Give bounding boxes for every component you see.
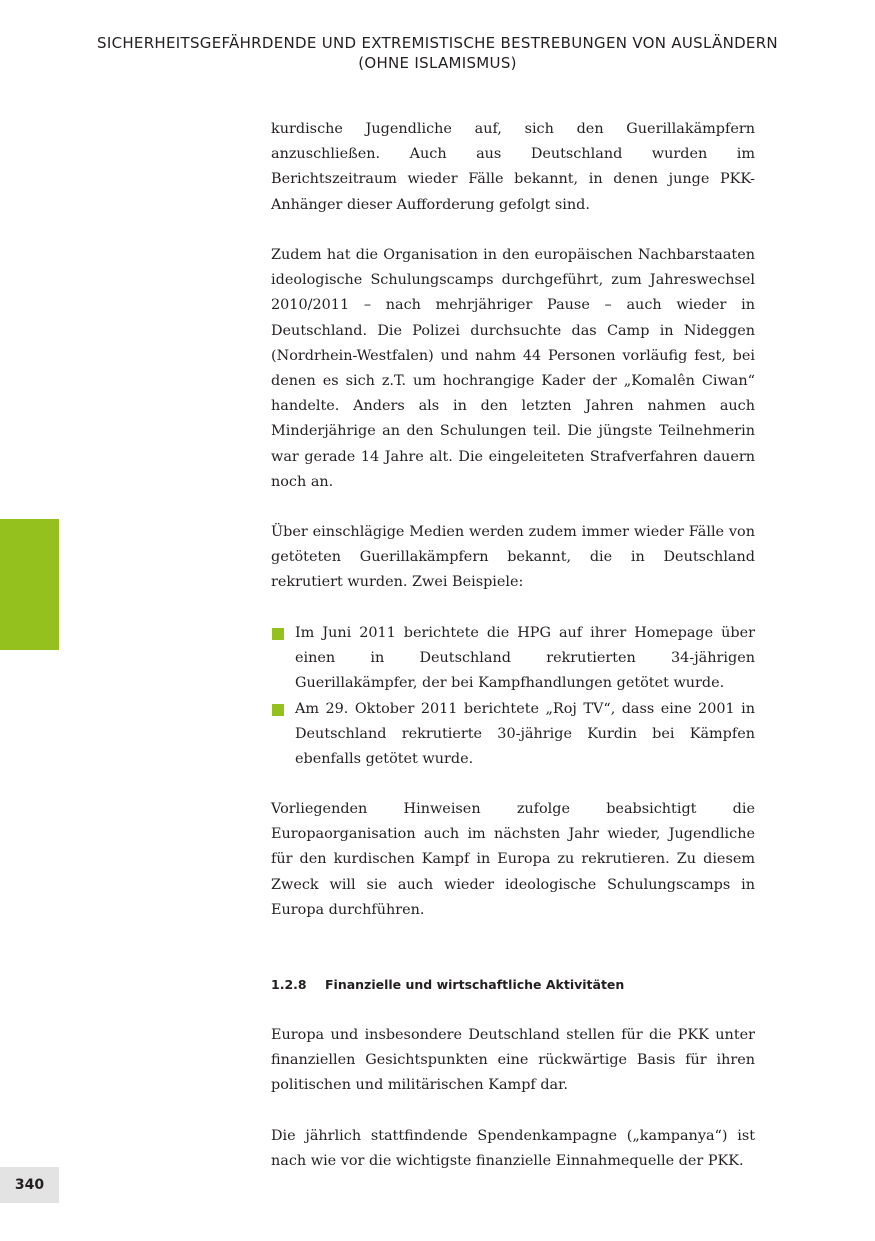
page-number: 340 <box>0 1167 59 1203</box>
section-heading <box>271 975 755 995</box>
list-item-text: Am 29. Oktober 2011 berichtete „Roj TV“, dass eine 2001 in Deutschland rekrutierte 30-jährige Kurdin bei Kämpfen ebenfalls getötet wurde. <box>295 700 755 768</box>
list-item <box>271 697 755 773</box>
paragraph: Über einschlägige Medien werden zudem immer wieder Fälle von getöteten Guerillakämpfern bekannt, die in Deutschland rekrutiert wurden. Zwei Beispiele: <box>271 524 755 591</box>
bullet-square-icon <box>272 628 284 640</box>
paragraph-2-container <box>271 243 755 495</box>
paragraph: Vorliegenden Hinweisen zufolge beabsichtigt die Europaorganisation auch im nächsten Jahr wieder, Jugendliche für den kurdischen Kampf in Europa zu rekrutieren. Zu diesem Zweck will sie auch wieder ideologische Schulungscamps in Europa durchführen. <box>271 801 755 918</box>
bullet-square-icon <box>272 704 284 716</box>
running-header-line-1: SICHERHEITSGEFÄHRDENDE UND EXTREMISTISCHE BESTREBUNGEN VON AUSLÄNDERN <box>97 34 778 52</box>
paragraph: kurdische Jugendliche auf, sich den Guerillakämpfern anzuschließen. Auch aus Deutschland wurden im Berichtszeitraum wieder Fälle bekannt, in denen junge PKK-Anhänger dieser Aufforderung gefolgt sind. <box>271 121 755 213</box>
running-header-line-2: (OHNE ISLAMISMUS) <box>358 54 517 72</box>
paragraph: Europa und insbesondere Deutschland stellen für die PKK unter finanziellen Gesichtspunkten eine rückwärtige Basis für ihren politischen und militärischen Kampf dar. <box>271 1027 755 1094</box>
section-number: 1.2.8 <box>271 977 307 992</box>
list-item-text: Im Juni 2011 berichtete die HPG auf ihrer Homepage über einen in Deutschland rekrutierten 34-jährigen Guerillakämpfer, der bei Kampfhandlungen getötet wurde. <box>295 625 755 692</box>
running-header <box>60 33 815 73</box>
paragraph-4-container <box>271 797 755 923</box>
paragraph: Zudem hat die Organisation in den europäischen Nachbarstaaten ideologische Schulungscamps durchgeführt, zum Jahreswechsel 2010/2011 – nach mehrjähriger Pause – auch wieder in Deutschland. Die Polizei durchsuchte das Camp in Nideggen (Nordrhein-Westfalen) und nahm 44 Personen vorläufig fest, bei denen es sich z.T. um hochrangige Kader der „Komalên Ciwan“ handelte. Anders als in den letzten Jahren nahmen auch Minderjährige an den Schulungen teil. Die jüngste Teilnehmerin war gerade 14 Jahre alt. Die eingeleiteten Strafverfahren dauern noch an. <box>271 247 755 490</box>
paragraph-5-container <box>271 1023 755 1099</box>
paragraph-1-container <box>271 117 755 218</box>
chapter-tab-marker <box>0 519 59 650</box>
list-item <box>271 621 755 697</box>
section-title: Finanzielle und wirtschaftliche Aktivitäten <box>325 977 625 992</box>
paragraph-6-container <box>271 1124 755 1174</box>
paragraph: Die jährlich stattfindende Spendenkampagne („kampanya“) ist nach wie vor die wichtigste finanzielle Einnahmequelle der PKK. <box>271 1128 755 1170</box>
bullet-list <box>271 621 755 772</box>
paragraph-3-container <box>271 520 755 596</box>
